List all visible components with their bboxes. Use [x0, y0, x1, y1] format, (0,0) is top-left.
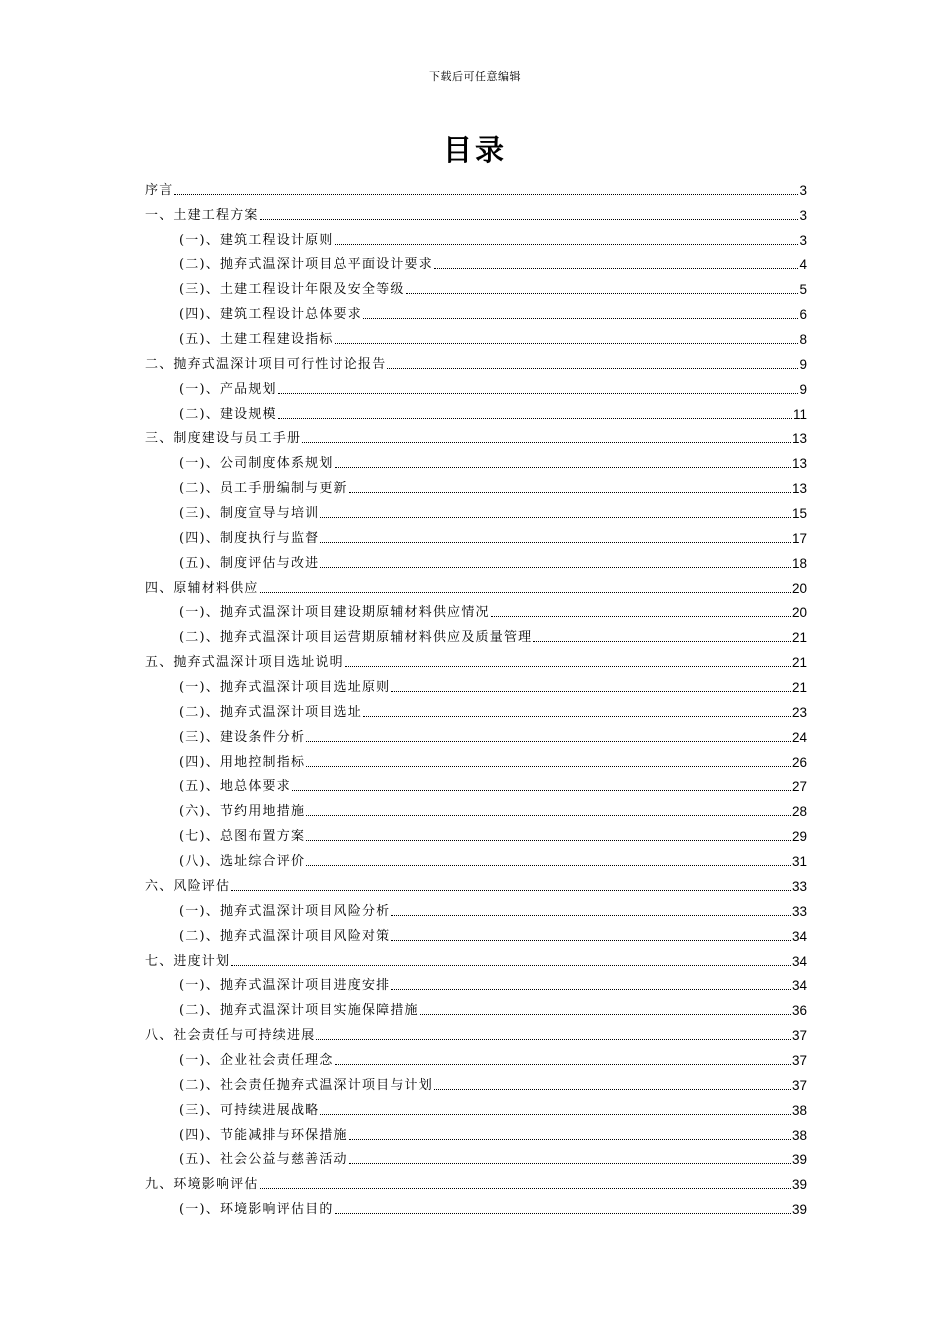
toc-entry[interactable]: [145, 200, 807, 225]
toc-entry-label: (一)、企业社会责任理念: [179, 1052, 334, 1068]
toc-page-number: 6: [799, 307, 807, 323]
toc-entry-label: (二)、抛弃式温深计项目运营期原辅材料供应及质量管理: [179, 630, 533, 646]
toc-subentry[interactable]: [145, 225, 807, 250]
toc-dot-leader: [231, 965, 791, 966]
toc-dot-leader: [387, 368, 798, 369]
toc-page-number: 3: [799, 207, 807, 223]
toc-page-number: 33: [791, 903, 807, 919]
toc-dot-leader: [533, 641, 791, 642]
toc-page-number: 5: [799, 282, 807, 298]
toc-dot-leader: [278, 418, 792, 419]
toc-page-number: 31: [791, 854, 807, 870]
toc-dot-leader: [260, 592, 791, 593]
toc-dot-leader: [306, 741, 791, 742]
toc-entry-label: (四)、用地控制指标: [179, 754, 306, 770]
toc-page-number: 3: [799, 232, 807, 248]
toc-dot-leader: [349, 492, 791, 493]
toc-subentry[interactable]: [145, 548, 807, 573]
toc-subentry[interactable]: [145, 995, 807, 1020]
toc-dot-leader: [349, 1139, 791, 1140]
toc-entry-label: (一)、抛弃式温深计项目进度安排: [179, 978, 391, 994]
toc-subentry[interactable]: [145, 747, 807, 772]
toc-entry[interactable]: [145, 573, 807, 598]
toc-subentry[interactable]: [145, 374, 807, 399]
page-title: 目录: [442, 133, 507, 167]
toc-entry-label: (五)、制度评估与改进: [179, 555, 320, 571]
toc-dot-leader: [320, 517, 791, 518]
toc-subentry[interactable]: [145, 1045, 807, 1070]
toc-page-number: 34: [791, 928, 807, 944]
toc-subentry[interactable]: [145, 324, 807, 349]
toc-page-number: 37: [791, 1077, 807, 1093]
toc-page-number: 39: [791, 1152, 807, 1168]
toc-page-number: 17: [791, 530, 807, 546]
toc-page-number: 26: [791, 754, 807, 770]
toc-dot-leader: [335, 244, 799, 245]
toc-dot-leader: [363, 716, 791, 717]
toc-entry[interactable]: [145, 1020, 807, 1045]
toc-dot-leader: [260, 1188, 791, 1189]
toc-subentry[interactable]: [145, 498, 807, 523]
toc-entry[interactable]: [145, 647, 807, 672]
toc-dot-leader: [306, 815, 791, 816]
toc-entry-label: (三)、建设条件分析: [179, 729, 306, 745]
toc-entry-label: (四)、节能减排与环保措施: [179, 1127, 348, 1143]
toc-page-number: 21: [791, 630, 807, 646]
toc-entry-label: 五、抛弃式温深计项目选址说明: [145, 655, 344, 671]
toc-page-number: 20: [791, 605, 807, 621]
toc-dot-leader: [320, 567, 791, 568]
toc-subentry[interactable]: [145, 299, 807, 324]
toc-entry-label: (一)、环境影响评估目的: [179, 1202, 334, 1218]
toc-page-number: 34: [791, 978, 807, 994]
toc-subentry[interactable]: [145, 1120, 807, 1145]
toc-entry-label: (一)、产品规划: [179, 381, 277, 397]
toc-dot-leader: [420, 1014, 791, 1015]
toc-dot-leader: [434, 268, 799, 269]
toc-subentry[interactable]: [145, 598, 807, 623]
toc-page-number: 21: [791, 680, 807, 696]
toc-dot-leader: [306, 840, 791, 841]
toc-dot-leader: [391, 940, 791, 941]
toc-subentry[interactable]: [145, 722, 807, 747]
toc-entry-label: 序言: [145, 182, 174, 198]
toc-page-number: 20: [791, 580, 807, 596]
toc-subentry[interactable]: [145, 971, 807, 996]
toc-page-number: 9: [799, 356, 807, 372]
toc-subentry[interactable]: [145, 448, 807, 473]
toc-entry-label: (七)、总图布置方案: [179, 829, 306, 845]
toc-subentry[interactable]: [145, 250, 807, 275]
toc-subentry[interactable]: [145, 821, 807, 846]
toc-entry-label: (一)、抛弃式温深计项目选址原则: [179, 680, 391, 696]
toc-entry-label: (一)、公司制度体系规划: [179, 456, 334, 472]
toc-entry[interactable]: [145, 349, 807, 374]
toc-subentry[interactable]: [145, 796, 807, 821]
toc-subentry[interactable]: [145, 1145, 807, 1170]
toc-dot-leader: [306, 865, 791, 866]
toc-page-number: 4: [799, 257, 807, 273]
toc-page-number: 29: [791, 829, 807, 845]
toc-dot-leader: [335, 467, 791, 468]
toc-entry-label: (二)、抛弃式温深计项目总平面设计要求: [179, 257, 433, 273]
toc-entry-label: 九、环境影响评估: [145, 1177, 259, 1193]
toc-entry-label: (二)、抛弃式温深计项目风险对策: [179, 928, 391, 944]
toc-entry-label: (八)、选址综合评价: [179, 854, 306, 870]
toc-subentry[interactable]: [145, 772, 807, 797]
toc-subentry[interactable]: [145, 896, 807, 921]
toc-page-number: 18: [791, 555, 807, 571]
toc-entry-label: 一、土建工程方案: [145, 207, 259, 223]
toc-page-number: 24: [791, 729, 807, 745]
toc-entry-label: (四)、建筑工程设计总体要求: [179, 307, 362, 323]
toc-dot-leader: [335, 343, 799, 344]
toc-page-number: 9: [799, 381, 807, 397]
toc-subentry[interactable]: [145, 1095, 807, 1120]
toc-page-number: 8: [799, 332, 807, 348]
toc-subentry[interactable]: [145, 274, 807, 299]
toc-entry-label: (三)、制度宣导与培训: [179, 506, 320, 522]
toc-entry-label: (二)、抛弃式温深计项目选址: [179, 704, 362, 720]
toc-entry-label: (三)、土建工程设计年限及安全等级: [179, 282, 405, 298]
toc-dot-leader: [345, 666, 791, 667]
toc-entry-label: (二)、建设规模: [179, 406, 277, 422]
toc-subentry[interactable]: [145, 473, 807, 498]
toc-page-number: 27: [791, 779, 807, 795]
toc-dot-leader: [278, 393, 799, 394]
toc-entry-label: (五)、地总体要求: [179, 779, 291, 795]
toc-entry-label: (一)、建筑工程设计原则: [179, 232, 334, 248]
toc-page-number: 37: [791, 1052, 807, 1068]
toc-entry-label: 三、制度建设与员工手册: [145, 431, 302, 447]
toc-dot-leader: [349, 1163, 791, 1164]
toc-page-number: 39: [791, 1177, 807, 1193]
toc-page-number: 21: [791, 655, 807, 671]
toc-entry-label: (二)、员工手册编制与更新: [179, 481, 348, 497]
toc-subentry[interactable]: [145, 399, 807, 424]
toc-entry[interactable]: [145, 1169, 807, 1194]
toc-entry-label: (五)、社会公益与慈善活动: [179, 1152, 348, 1168]
toc-dot-leader: [335, 1213, 791, 1214]
toc-subentry[interactable]: [145, 523, 807, 548]
toc-entry-label: 七、进度计划: [145, 953, 231, 969]
toc-dot-leader: [316, 1039, 791, 1040]
toc-page-number: 28: [791, 804, 807, 820]
toc-page-number: 23: [791, 704, 807, 720]
toc-entry-label: (五)、土建工程建设指标: [179, 332, 334, 348]
toc-subentry[interactable]: [145, 622, 807, 647]
toc-page-number: 33: [791, 878, 807, 894]
toc-subentry[interactable]: [145, 697, 807, 722]
toc-subentry[interactable]: [145, 846, 807, 871]
toc-entry-label: 八、社会责任与可持续进展: [145, 1028, 316, 1044]
toc-subentry[interactable]: [145, 1194, 807, 1219]
page-header-note: 下载后可任意编辑: [429, 70, 521, 83]
toc-page-number: 39: [791, 1202, 807, 1218]
toc-entry-label: (一)、抛弃式温深计项目建设期原辅材料供应情况: [179, 605, 490, 621]
toc-dot-leader: [391, 915, 791, 916]
toc-dot-leader: [363, 318, 799, 319]
toc-dot-leader: [302, 442, 791, 443]
toc-entry-label: (六)、节约用地措施: [179, 804, 306, 820]
toc-entry-label: (三)、可持续进展战略: [179, 1102, 320, 1118]
toc-dot-leader: [335, 1064, 791, 1065]
toc-entry-label: 二、抛弃式温深计项目可行性讨论报告: [145, 356, 387, 372]
toc-dot-leader: [491, 616, 791, 617]
toc-page-number: 13: [791, 481, 807, 497]
toc-dot-leader: [391, 989, 791, 990]
toc-entry-label: 六、风险评估: [145, 878, 231, 894]
toc-entry-label: (二)、抛弃式温深计项目实施保障措施: [179, 1003, 419, 1019]
toc-subentry[interactable]: [145, 672, 807, 697]
toc-entry[interactable]: [145, 871, 807, 896]
toc-subentry[interactable]: [145, 1070, 807, 1095]
toc-dot-leader: [434, 1089, 791, 1090]
toc-entry-label: (一)、抛弃式温深计项目风险分析: [179, 903, 391, 919]
toc-page-number: 38: [791, 1102, 807, 1118]
toc-dot-leader: [320, 542, 791, 543]
toc-dot-leader: [320, 1114, 791, 1115]
toc-entry-label: 四、原辅材料供应: [145, 580, 259, 596]
table-of-contents: [145, 175, 807, 1219]
toc-page-number: 15: [791, 506, 807, 522]
toc-dot-leader: [406, 293, 799, 294]
toc-entry-label: (二)、社会责任抛弃式温深计项目与计划: [179, 1077, 433, 1093]
toc-page-number: 37: [791, 1028, 807, 1044]
toc-entry[interactable]: [145, 424, 807, 449]
toc-entry[interactable]: [145, 175, 807, 200]
toc-entry[interactable]: [145, 946, 807, 971]
toc-dot-leader: [174, 194, 798, 195]
toc-dot-leader: [292, 790, 791, 791]
toc-entry-label: (四)、制度执行与监督: [179, 530, 320, 546]
toc-page-number: 13: [791, 431, 807, 447]
toc-page-number: 11: [792, 406, 807, 422]
toc-page-number: 3: [799, 182, 807, 198]
toc-dot-leader: [391, 691, 791, 692]
toc-page-number: 34: [791, 953, 807, 969]
toc-page-number: 38: [791, 1127, 807, 1143]
toc-dot-leader: [306, 766, 791, 767]
toc-dot-leader: [231, 890, 791, 891]
toc-dot-leader: [260, 219, 799, 220]
toc-subentry[interactable]: [145, 921, 807, 946]
toc-page-number: 36: [791, 1003, 807, 1019]
toc-page-number: 13: [791, 456, 807, 472]
